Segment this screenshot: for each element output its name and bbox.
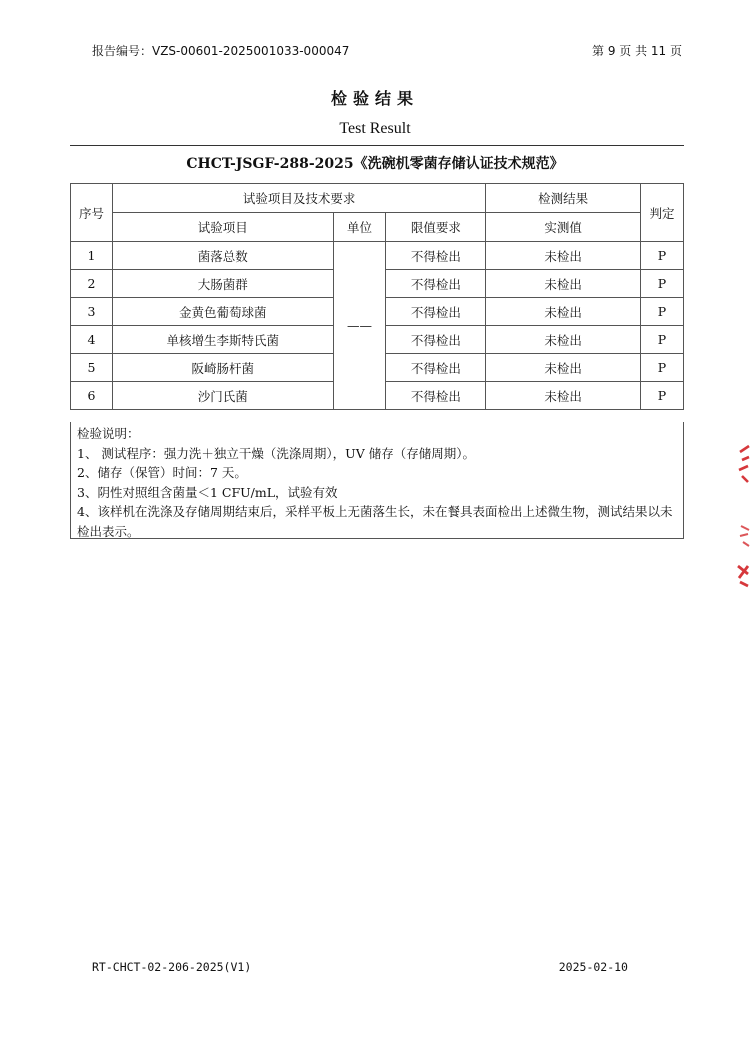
row-item: 金黄色葡萄球菌 — [112, 298, 333, 326]
test-notes — [70, 422, 684, 539]
row-verdict: P — [641, 326, 684, 354]
row-item: 单核增生李斯特氏菌 — [112, 326, 333, 354]
note-3: 3、阴性对照组含菌量＜1 CFU/mL，试验有效 — [77, 484, 338, 500]
header-test-items-group: 试验项目及技术要求 — [112, 184, 485, 213]
row-no: 6 — [71, 382, 113, 410]
standard-title: CHCT-JSGF-288-2025《洗碗机零菌存储认证技术规范》 — [186, 156, 564, 172]
row-verdict: P — [641, 354, 684, 382]
row-limit: 不得检出 — [386, 354, 486, 382]
table-subheader-row — [71, 213, 684, 242]
row-measured: 未检出 — [486, 242, 641, 270]
row-limit: 不得检出 — [386, 270, 486, 298]
row-verdict: P — [641, 298, 684, 326]
row-no: 5 — [71, 354, 113, 382]
page-title-cn: 检验结果 — [330, 89, 419, 108]
header-results-group: 检测结果 — [486, 184, 641, 213]
form-number: RT-CHCT-02-206-2025(V1) — [92, 960, 252, 974]
row-verdict: P — [641, 242, 684, 270]
row-no: 4 — [71, 326, 113, 354]
header-verdict: 判定 — [641, 184, 684, 242]
header-measured: 实测值 — [486, 213, 641, 242]
row-measured: 未检出 — [486, 326, 641, 354]
notes-title: 检验说明： — [77, 426, 140, 441]
row-limit: 不得检出 — [386, 242, 486, 270]
row-measured: 未检出 — [486, 382, 641, 410]
row-verdict: P — [641, 270, 684, 298]
row-item: 大肠菌群 — [112, 270, 333, 298]
header-unit: 单位 — [333, 213, 386, 242]
row-measured: 未检出 — [486, 270, 641, 298]
note-4: 4、该样机在洗涤及存储周期结束后，采样平板上无菌落生长，未在餐具表面检出上述微生物，测试结果以未检出表示。 — [77, 504, 673, 539]
row-item: 沙门氏菌 — [112, 382, 333, 410]
result-table — [70, 183, 684, 410]
row-measured: 未检出 — [486, 298, 641, 326]
row-limit: 不得检出 — [386, 298, 486, 326]
issue-date: 2025-02-10 — [558, 960, 628, 974]
report-number: 报告编号：VZS-00601-2025001033-000047 — [92, 44, 350, 58]
page-indicator: 第 9 页 共 11 页 — [592, 44, 682, 58]
row-no: 2 — [71, 270, 113, 298]
row-unit: —— — [333, 242, 386, 410]
row-item: 阪崎肠杆菌 — [112, 354, 333, 382]
page-title-en: Test Result — [339, 120, 411, 137]
partial-red-seal-icon — [736, 430, 750, 590]
row-measured: 未检出 — [486, 354, 641, 382]
title-divider — [70, 145, 684, 146]
row-no: 1 — [71, 242, 113, 270]
table-header-row — [71, 184, 684, 213]
row-verdict: P — [641, 382, 684, 410]
row-limit: 不得检出 — [386, 382, 486, 410]
note-1: 1、 测试程序：强力洗＋独立干燥（洗涤周期），UV 储存（存储周期）。 — [77, 445, 475, 461]
table-row — [71, 242, 684, 270]
note-2: 2、储存（保管）时间：7 天。 — [77, 465, 247, 481]
header-seq: 序号 — [71, 184, 113, 242]
row-limit: 不得检出 — [386, 326, 486, 354]
row-item: 菌落总数 — [112, 242, 333, 270]
header-item: 试验项目 — [112, 213, 333, 242]
header-limit: 限值要求 — [386, 213, 486, 242]
row-no: 3 — [71, 298, 113, 326]
